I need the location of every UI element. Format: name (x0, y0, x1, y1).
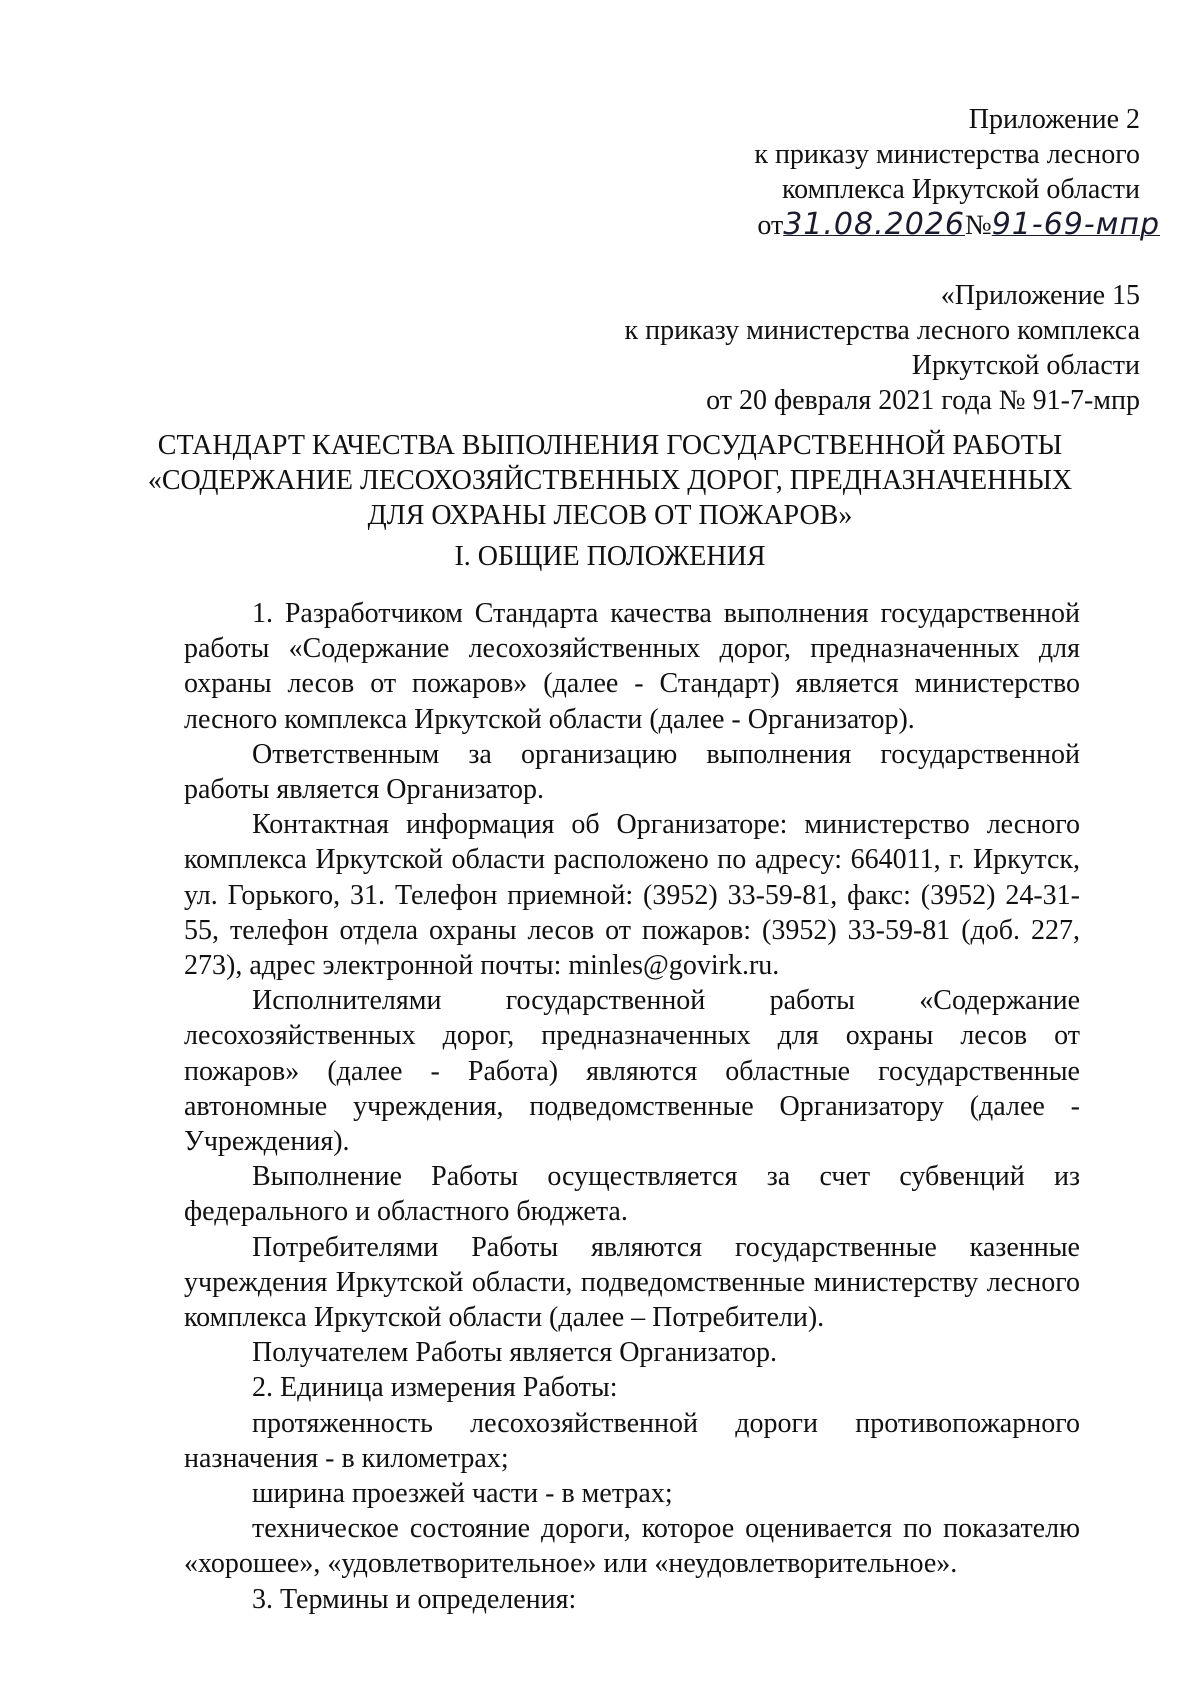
document-title-line: ДЛЯ ОХРАНЫ ЛЕСОВ ОТ ПОЖАРОВ» (367, 500, 853, 531)
paragraph: Контактная информация об Организаторе: министерство лесного комплекса Иркутской области расположено по адресу: 664011, г. Иркутск, ул. Горького, 31. Телефон приемной: (3952) 33-59-81, факс: (3952) 24-31-55, телефон отдела охраны лесов от пожаров: (3952) 33-59-81 (доб. 227, 273), адрес электронной почты: minles@govirk.ru. (184, 809, 1080, 982)
appendix-header-line: к приказу министерства лесного (754, 139, 1140, 170)
handwritten-date: 31.08.2026 (783, 207, 965, 242)
paragraph: техническое состояние дороги, которое оценивается по показателю «хорошее», «удовлетворительное» или «неудовлетворительное». (184, 1513, 1080, 1580)
previous-appendix-line: «Приложение 15 (940, 280, 1140, 311)
previous-appendix-header (500, 278, 1140, 418)
paragraph: Потребителями Работы являются государственные казенные учреждения Иркутской области, подведомственные министерству лесного комплекса Иркутской области (далее – Потребители). (184, 1231, 1080, 1334)
document-body (184, 596, 1080, 1617)
paragraph: 2. Единица измерения Работы: (252, 1372, 618, 1404)
document-title-line: СТАНДАРТ КАЧЕСТВА ВЫПОЛНЕНИЯ ГОСУДАРСТВЕННОЙ РАБОТЫ (157, 430, 1063, 461)
order-date-line (580, 207, 1160, 243)
paragraph: Исполнителями государственной работы «Содержание лесохозяйственных дорог, предназначенных для охраны лесов от пожаров» (далее - Работа) являются областные государственные автономные учреждения, подведомственные Организатору (далее - Учреждения). (184, 985, 1080, 1158)
previous-appendix-line: Иркутской области (911, 350, 1140, 381)
section-heading: I. ОБЩИЕ ПОЛОЖЕНИЯ (454, 541, 766, 572)
appendix-header-line: комплекса Иркутской области (781, 174, 1140, 205)
paragraph: Ответственным за организацию выполнения государственной работы является Организатор. (184, 738, 1080, 806)
number-sign: № (964, 210, 992, 241)
paragraph: ширина проезжей части - в метрах; (252, 1478, 673, 1510)
document-title-line: «СОДЕРЖАНИЕ ЛЕСОХОЗЯЙСТВЕННЫХ ДОРОГ, ПРЕДНАЗНАЧЕННЫХ (147, 465, 1073, 496)
previous-appendix-line: к приказу министерства лесного комплекса (624, 315, 1140, 346)
document-title (140, 428, 1080, 533)
paragraph: Выполнение Работы осуществляется за счет субвенций из федерального и областного бюджета. (184, 1161, 1080, 1228)
paragraph: протяженность лесохозяйственной дороги противопожарного назначения - в километрах; (184, 1407, 1080, 1474)
paragraph: Получателем Работы является Организатор. (252, 1337, 777, 1369)
previous-appendix-line: от 20 февраля 2021 года № 91-7-мпр (706, 385, 1140, 416)
paragraph: 1. Разработчиком Стандарта качества выполнения государственной работы «Содержание лесохозяйственных дорог, предназначенных для охраны лесов от пожаров» (далее - Стандарт) является министерство лесного комплекса Иркутской области (далее - Организатор). (184, 598, 1080, 735)
handwritten-number: 91-69-мпр (991, 207, 1160, 242)
appendix-header-line: Приложение 2 (968, 104, 1140, 135)
appendix-header (580, 102, 1160, 243)
date-prefix: от (757, 210, 784, 241)
paragraph: 3. Термины и определения: (252, 1583, 577, 1615)
